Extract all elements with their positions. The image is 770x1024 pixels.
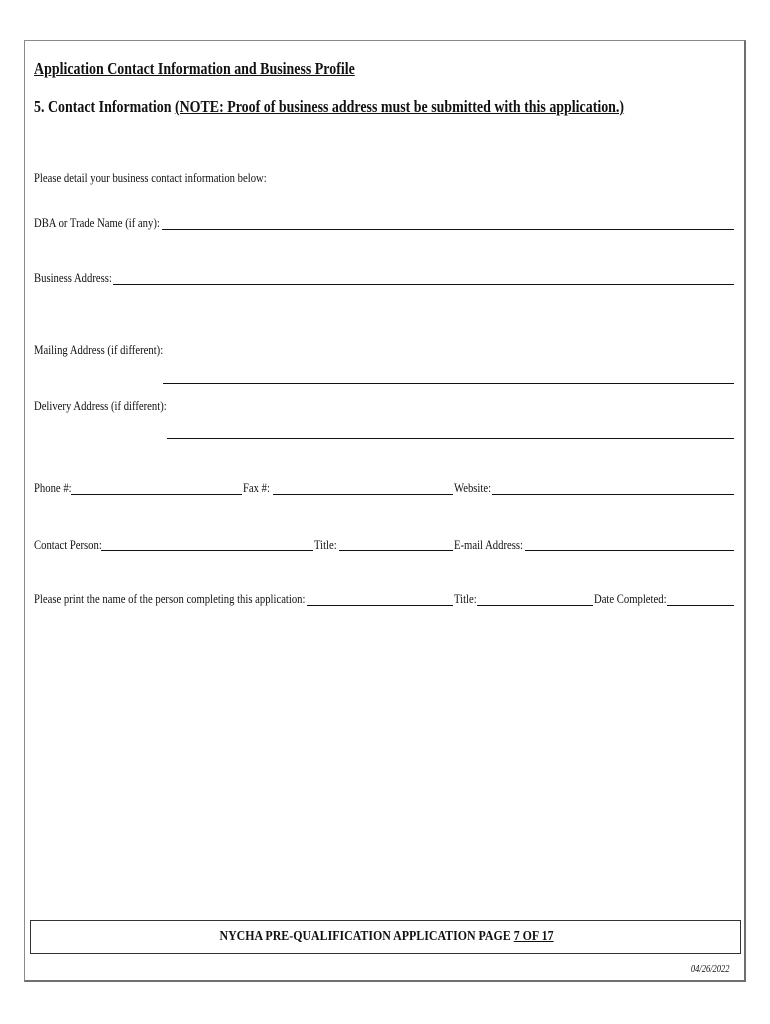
preparer-field[interactable]	[307, 605, 453, 606]
contact-person-label: Contact Person:	[34, 537, 102, 552]
email-label: E-mail Address:	[454, 537, 523, 552]
preparer-title-label: Title:	[454, 591, 477, 606]
section-note: (NOTE: Proof of business address must be submitted with this application.)	[174, 97, 625, 116]
fax-field[interactable]	[273, 494, 453, 495]
section-title	[34, 97, 624, 117]
section-title-text: 5. Contact Information	[34, 97, 175, 116]
email-field[interactable]	[525, 550, 734, 551]
date-completed-field[interactable]	[667, 605, 734, 606]
mailing-address-label: Mailing Address (if different):	[34, 342, 164, 357]
phone-field[interactable]	[71, 494, 242, 495]
website-label: Website:	[454, 480, 492, 495]
mailing-address-field[interactable]	[163, 383, 734, 384]
website-field[interactable]	[492, 494, 734, 495]
page-heading: Application Contact Information and Business Profile	[34, 59, 355, 78]
footer-label: NYCHA PRE-QUALIFICATION APPLICATION PAGE	[219, 929, 514, 944]
dba-label: DBA or Trade Name (if any):	[34, 215, 160, 230]
business-address-field[interactable]	[113, 284, 734, 285]
business-address-label: Business Address:	[34, 270, 112, 285]
preparer-title-field[interactable]	[477, 605, 593, 606]
title-field[interactable]	[339, 550, 453, 551]
delivery-address-field[interactable]	[167, 438, 734, 439]
title-label: Title:	[314, 537, 337, 552]
phone-label: Phone #:	[34, 480, 72, 495]
footer-text	[31, 929, 742, 945]
contact-person-field[interactable]	[101, 550, 313, 551]
delivery-address-label: Delivery Address (if different):	[34, 398, 167, 413]
dba-field[interactable]	[162, 229, 734, 230]
preparer-label: Please print the name of the person completing this application:	[34, 591, 306, 606]
footer-box	[30, 920, 741, 954]
fax-label: Fax #:	[243, 480, 270, 495]
page-number: 7 OF 17	[513, 929, 554, 944]
intro-text: Please detail your business contact information below:	[34, 170, 267, 185]
date-completed-label: Date Completed:	[594, 591, 667, 606]
revision-date: 04/26/2022	[691, 964, 730, 975]
